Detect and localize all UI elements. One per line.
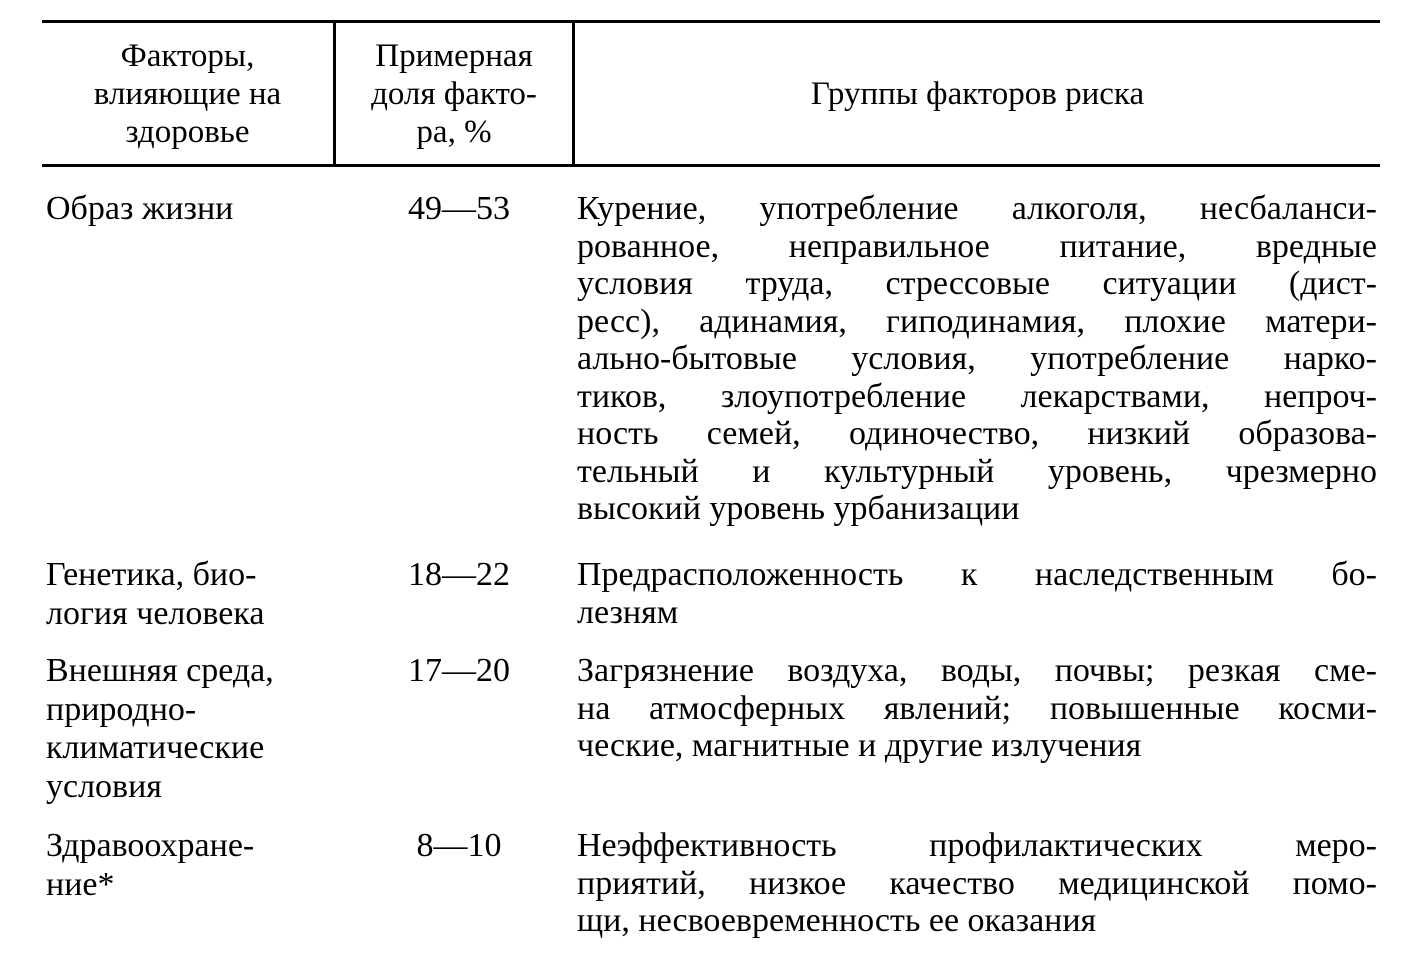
risk-line: ально-бытовые условия, употребление нарко- xyxy=(577,340,1377,377)
factor-cell: Образ жизни xyxy=(46,190,234,227)
share-cell: 8—10 xyxy=(416,827,502,864)
risk-line: тельный и культурный уровень, чрезмерно xyxy=(577,452,1377,490)
risk-line: тиков, злоупотребление лекарствами, непроч- xyxy=(577,377,1377,415)
header-factor: Факторы, влияющие на здоровье xyxy=(93,37,282,150)
risk-cell xyxy=(577,827,1377,940)
risk-line: приятий, низкое качество медицинской помо- xyxy=(577,864,1377,902)
risk-line: условия труда, стрессовые ситуации (дист- xyxy=(577,265,1377,302)
share-cell: 17—20 xyxy=(408,652,510,689)
factor-cell: Здравоохране- ние* xyxy=(46,827,255,903)
risk-cell xyxy=(577,556,1377,631)
risk-line: высокий уровень урбанизации xyxy=(577,490,1020,527)
risk-cell xyxy=(577,652,1377,765)
risk-line: рованное, неправильное питание, вредные xyxy=(577,227,1377,265)
risk-line: щи, несвоевременность ее оказания xyxy=(577,902,1097,939)
risk-line: Загрязнение воздуха, воды, почвы; резкая сме- xyxy=(577,652,1377,689)
table-header-rule xyxy=(42,164,1380,167)
risk-line: ность семей, одиночество, низкий образова- xyxy=(577,415,1377,452)
risk-line: ресс), адинамия, гиподинамия, плохие матери- xyxy=(577,302,1377,340)
risk-line: ческие, магнитные и другие излучения xyxy=(577,727,1142,764)
risk-cell xyxy=(577,190,1377,528)
share-cell: 49—53 xyxy=(408,190,510,227)
risk-line: Курение, употребление алкоголя, несбаланси- xyxy=(577,190,1377,227)
risk-line: на атмосферных явлений; повышенные косми- xyxy=(577,689,1377,727)
risk-line: лезням xyxy=(577,593,679,631)
risk-line: Предрасположенность к наследственным бо- xyxy=(577,556,1377,593)
header-risk-groups: Группы факторов риска xyxy=(810,75,1145,112)
factor-cell: Внешняя среда, природно- климатические условия xyxy=(46,652,274,805)
header-share: Примерная доля факто- ра, % xyxy=(371,37,537,150)
risk-line: Неэффективность профилактических меро- xyxy=(577,827,1377,864)
share-cell: 18—22 xyxy=(408,556,510,593)
factor-cell: Генетика, био- логия человека xyxy=(46,556,265,632)
